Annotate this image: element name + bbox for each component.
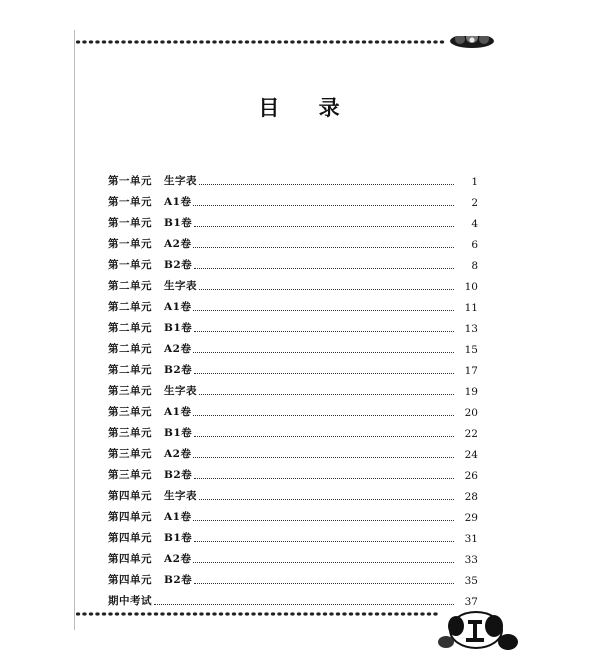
toc-page-number: 10 xyxy=(464,281,478,293)
border-dot xyxy=(173,612,177,615)
border-dot xyxy=(76,40,80,43)
border-dot xyxy=(167,40,171,43)
border-dot xyxy=(232,40,236,43)
border-dot xyxy=(206,40,210,43)
toc-unit: 第一单元 xyxy=(108,217,152,229)
border-dot xyxy=(355,612,359,615)
toc-page-number: 17 xyxy=(464,365,478,377)
toc-unit: 第四单元 xyxy=(108,511,152,523)
toc-entry xyxy=(108,230,478,251)
border-dot xyxy=(115,40,119,43)
dot-leader xyxy=(193,351,454,353)
cartoon-ornament-icon xyxy=(438,612,518,650)
border-dot xyxy=(271,40,275,43)
toc-page-number: 26 xyxy=(464,470,478,482)
toc-item: B2卷 xyxy=(164,574,193,586)
border-dot xyxy=(258,612,262,615)
border-dot xyxy=(375,40,379,43)
border-dot xyxy=(128,40,132,43)
toc-item: A2卷 xyxy=(164,238,192,250)
border-dot xyxy=(336,612,340,615)
toc-page-number: 20 xyxy=(464,407,478,419)
border-dot xyxy=(277,612,281,615)
toc-page-number: 35 xyxy=(464,575,478,587)
border-dot xyxy=(238,40,242,43)
flower-ornament-icon xyxy=(450,36,494,48)
toc-item: A1卷 xyxy=(164,301,192,313)
border-dot xyxy=(258,40,262,43)
border-dot xyxy=(323,40,327,43)
border-dot xyxy=(433,612,437,615)
toc-entry xyxy=(108,587,478,608)
border-dot xyxy=(180,612,184,615)
border-dot xyxy=(303,40,307,43)
toc-page-number: 15 xyxy=(464,344,478,356)
border-dot xyxy=(310,612,314,615)
border-dot xyxy=(128,612,132,615)
border-dot xyxy=(245,40,249,43)
border-dot xyxy=(264,612,268,615)
toc-unit: 期中考试 xyxy=(108,595,152,607)
toc-unit: 第一单元 xyxy=(108,259,152,271)
dot-leader xyxy=(154,603,454,605)
border-dot xyxy=(186,40,190,43)
toc-entry xyxy=(108,188,478,209)
border-dot xyxy=(368,40,372,43)
border-dot xyxy=(219,40,223,43)
toc-entry xyxy=(108,482,478,503)
toc-entry xyxy=(108,440,478,461)
border-dot xyxy=(277,40,281,43)
border-dot xyxy=(219,612,223,615)
border-dot xyxy=(316,612,320,615)
dot-leader xyxy=(193,519,454,521)
border-dot xyxy=(154,40,158,43)
border-dot xyxy=(95,40,99,43)
toc-item: B2卷 xyxy=(164,469,193,481)
toc-unit: 第二单元 xyxy=(108,343,152,355)
border-dot xyxy=(134,40,138,43)
toc-unit: 第三单元 xyxy=(108,385,152,397)
toc-unit: 第一单元 xyxy=(108,175,152,187)
border-dot xyxy=(316,40,320,43)
border-dot xyxy=(388,612,392,615)
toc-entry xyxy=(108,566,478,587)
toc-item: 生字表 xyxy=(164,490,197,502)
toc-page-number: 33 xyxy=(464,554,478,566)
border-dot xyxy=(414,612,418,615)
border-dot xyxy=(108,612,112,615)
border-dot xyxy=(238,612,242,615)
toc-item: A2卷 xyxy=(164,553,192,565)
dot-leader xyxy=(194,582,454,584)
toc-page-number: 37 xyxy=(464,596,478,608)
border-dot xyxy=(407,40,411,43)
toc-entry xyxy=(108,293,478,314)
border-dot xyxy=(336,40,340,43)
border-dot xyxy=(349,612,353,615)
border-dot xyxy=(115,612,119,615)
toc-unit: 第一单元 xyxy=(108,238,152,250)
toc-entry xyxy=(108,314,478,335)
toc-unit: 第四单元 xyxy=(108,553,152,565)
toc-page-number: 2 xyxy=(471,197,478,209)
toc-item: B1卷 xyxy=(164,532,193,544)
border-dot xyxy=(167,612,171,615)
toc-item: B1卷 xyxy=(164,427,193,439)
border-dot xyxy=(193,40,197,43)
border-dot xyxy=(193,612,197,615)
dot-leader xyxy=(194,267,454,269)
dot-leader xyxy=(194,330,454,332)
border-dot xyxy=(89,612,93,615)
border-dot xyxy=(186,612,190,615)
dot-leader xyxy=(194,477,454,479)
bottom-decorative-border xyxy=(76,606,520,656)
dot-leader xyxy=(199,393,454,395)
toc-page-number: 6 xyxy=(471,239,478,251)
border-dot xyxy=(427,40,431,43)
toc-page-number: 11 xyxy=(464,302,478,314)
border-dot xyxy=(154,612,158,615)
border-dot xyxy=(388,40,392,43)
border-dot xyxy=(108,40,112,43)
border-dot xyxy=(225,612,229,615)
toc-unit: 第三单元 xyxy=(108,448,152,460)
border-dot xyxy=(342,40,346,43)
border-dot xyxy=(310,40,314,43)
border-dot xyxy=(212,40,216,43)
toc-unit: 第一单元 xyxy=(108,196,152,208)
toc-item: B2卷 xyxy=(164,364,193,376)
toc-item: 生字表 xyxy=(164,385,197,397)
toc-item: B2卷 xyxy=(164,259,193,271)
toc-entry xyxy=(108,419,478,440)
border-dot xyxy=(160,40,164,43)
border-dot xyxy=(368,612,372,615)
border-dot xyxy=(420,40,424,43)
border-dot xyxy=(173,40,177,43)
border-dot xyxy=(375,612,379,615)
toc-unit: 第四单元 xyxy=(108,490,152,502)
border-dot xyxy=(89,40,93,43)
border-dot xyxy=(284,612,288,615)
border-dot xyxy=(121,40,125,43)
toc-entry xyxy=(108,545,478,566)
border-dot xyxy=(394,612,398,615)
border-dot xyxy=(303,612,307,615)
dot-leader xyxy=(199,288,454,290)
toc-item: A2卷 xyxy=(164,343,192,355)
border-dot xyxy=(102,612,106,615)
border-dot xyxy=(180,40,184,43)
toc-item: A1卷 xyxy=(164,406,192,418)
border-dot xyxy=(342,612,346,615)
toc-entry xyxy=(108,335,478,356)
border-dot xyxy=(206,612,210,615)
toc-entry xyxy=(108,167,478,188)
toc-unit: 第二单元 xyxy=(108,322,152,334)
toc-item: 生字表 xyxy=(164,280,197,292)
toc-page-number: 29 xyxy=(464,512,478,524)
border-dot xyxy=(212,612,216,615)
toc-unit: 第三单元 xyxy=(108,427,152,439)
border-dot xyxy=(147,612,151,615)
border-dot xyxy=(82,612,86,615)
border-dot xyxy=(355,40,359,43)
toc-page-number: 31 xyxy=(464,533,478,545)
border-dot xyxy=(420,612,424,615)
toc-unit: 第三单元 xyxy=(108,406,152,418)
border-dot xyxy=(251,40,255,43)
toc-item: 生字表 xyxy=(164,175,197,187)
border-dot xyxy=(323,612,327,615)
dot-leader xyxy=(194,540,454,542)
toc-entry xyxy=(108,356,478,377)
toc-item: A1卷 xyxy=(164,196,192,208)
border-dot xyxy=(82,40,86,43)
border-dot xyxy=(407,612,411,615)
border-dot xyxy=(297,40,301,43)
border-dot xyxy=(264,40,268,43)
border-dot xyxy=(329,40,333,43)
toc-unit: 第二单元 xyxy=(108,301,152,313)
border-dot xyxy=(271,612,275,615)
toc-page-number: 13 xyxy=(464,323,478,335)
toc-unit: 第三单元 xyxy=(108,469,152,481)
toc-item: A2卷 xyxy=(164,448,192,460)
toc-unit: 第四单元 xyxy=(108,574,152,586)
border-dot xyxy=(401,612,405,615)
toc-unit: 第四单元 xyxy=(108,532,152,544)
toc-page-number: 19 xyxy=(464,386,478,398)
border-dot xyxy=(141,612,145,615)
dot-leader xyxy=(193,309,454,311)
border-dot xyxy=(433,40,437,43)
dot-leader xyxy=(194,435,454,437)
border-dot xyxy=(362,40,366,43)
toc-page-number: 4 xyxy=(471,218,478,230)
border-dot xyxy=(225,40,229,43)
toc-entry xyxy=(108,524,478,545)
toc-page-number: 28 xyxy=(464,491,478,503)
toc-page-number: 22 xyxy=(464,428,478,440)
border-dot xyxy=(95,612,99,615)
border-dot xyxy=(381,612,385,615)
border-dot xyxy=(349,40,353,43)
border-dot xyxy=(160,612,164,615)
dot-leader xyxy=(199,498,454,500)
dot-leader xyxy=(199,183,454,185)
toc-entry xyxy=(108,251,478,272)
toc-page-number: 8 xyxy=(471,260,478,272)
border-dot xyxy=(76,612,80,615)
dot-leader xyxy=(193,246,454,248)
toc-page-number: 24 xyxy=(464,449,478,461)
dot-leader xyxy=(194,225,454,227)
border-dot xyxy=(427,612,431,615)
border-dot xyxy=(401,40,405,43)
border-dot xyxy=(394,40,398,43)
top-decorative-border xyxy=(76,36,496,48)
toc-page-number: 1 xyxy=(471,176,478,188)
border-dot xyxy=(251,612,255,615)
border-dot xyxy=(414,40,418,43)
border-dot xyxy=(147,40,151,43)
toc-unit: 第二单元 xyxy=(108,280,152,292)
page-title: 目 录 xyxy=(258,95,356,120)
border-dot xyxy=(199,40,203,43)
border-dot xyxy=(121,612,125,615)
toc-entry xyxy=(108,377,478,398)
border-dot xyxy=(290,40,294,43)
toc-item: B1卷 xyxy=(164,322,193,334)
dot-leader xyxy=(193,204,454,206)
toc-entry xyxy=(108,272,478,293)
toc-item: B1卷 xyxy=(164,217,193,229)
dot-leader xyxy=(193,414,454,416)
border-dot xyxy=(362,612,366,615)
border-dot xyxy=(141,40,145,43)
toc-entry xyxy=(108,503,478,524)
border-dot xyxy=(199,612,203,615)
border-dot xyxy=(297,612,301,615)
border-dot xyxy=(245,612,249,615)
border-dot xyxy=(381,40,385,43)
toc-item: A1卷 xyxy=(164,511,192,523)
dot-leader xyxy=(193,561,454,563)
toc-entry xyxy=(108,209,478,230)
border-dot xyxy=(329,612,333,615)
border-dot xyxy=(232,612,236,615)
toc-entry xyxy=(108,461,478,482)
dot-leader xyxy=(193,456,454,458)
border-dot xyxy=(102,40,106,43)
border-dot xyxy=(134,612,138,615)
table-of-contents xyxy=(108,167,478,608)
toc-entry xyxy=(108,398,478,419)
dot-leader xyxy=(194,372,454,374)
toc-unit: 第二单元 xyxy=(108,364,152,376)
border-dot xyxy=(290,612,294,615)
border-dot xyxy=(284,40,288,43)
border-dot xyxy=(440,40,444,43)
